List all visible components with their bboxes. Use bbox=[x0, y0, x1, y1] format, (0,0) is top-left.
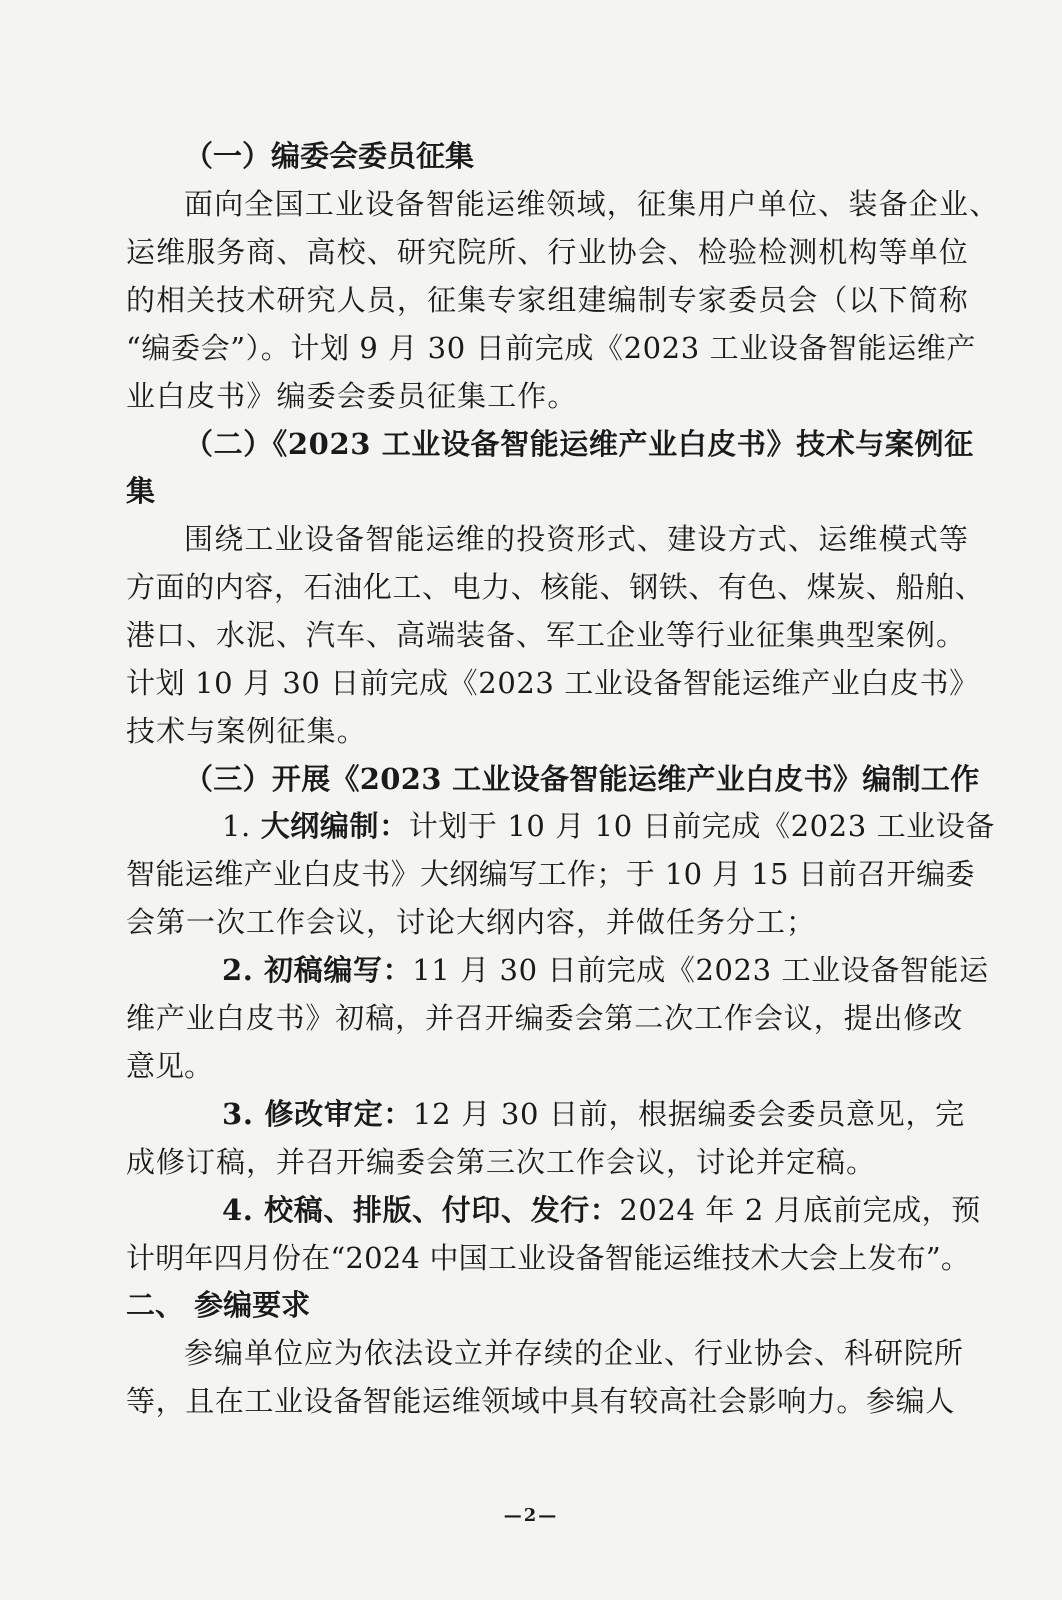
list-item-title: 修改审定： bbox=[264, 1097, 413, 1131]
list-number: 1. bbox=[222, 809, 261, 843]
list-item-draft bbox=[0, 950, 1062, 990]
list-item-review bbox=[0, 1094, 1062, 1134]
paragraph-line: 智能运维产业白皮书》大纲编写工作；于 10 月 15 日前召开编委 bbox=[126, 857, 975, 891]
list-item-outline bbox=[0, 806, 1062, 846]
list-number: 3. bbox=[222, 1097, 265, 1131]
paragraph-line: 技术与案例征集。 bbox=[126, 714, 367, 748]
paragraph-line: 等，且在工业设备智能运维领域中具有较高社会影响力。参编人 bbox=[126, 1384, 955, 1418]
paragraph-line: 业白皮书》编委会委员征集工作。 bbox=[126, 379, 578, 413]
paragraph-line: 会第一次工作会议，讨论大纲内容，并做任务分工； bbox=[126, 905, 817, 939]
list-item-title: 初稿编写： bbox=[264, 953, 413, 987]
paragraph-line: “编委会”）。计划 9 月 30 日前完成《2023 工业设备智能运维产 bbox=[126, 331, 976, 365]
section-heading-2-continued: 集 bbox=[126, 474, 156, 508]
paragraph-line: 的相关技术研究人员，征集专家组建编制专家委员会（以下简称 bbox=[126, 283, 969, 317]
paragraph-line: 计划 10 月 30 日前完成《2023 工业设备智能运维产业白皮书》 bbox=[126, 666, 979, 700]
section-heading-1: （一）编委会委员征集 bbox=[184, 139, 475, 173]
section-heading-requirements: 二、 参编要求 bbox=[126, 1288, 311, 1322]
list-item-text: 12 月 30 日前，根据编委会委员意见，完 bbox=[413, 1097, 965, 1131]
page-number: —2— bbox=[503, 1505, 559, 1526]
list-item-publish bbox=[0, 1190, 1062, 1230]
paragraph-line: 计明年四月份在“2024 中国工业设备智能运维技术大会上发布”。 bbox=[126, 1241, 971, 1275]
section-heading-2: （二）《2023 工业设备智能运维产业白皮书》技术与案例征 bbox=[184, 427, 974, 461]
list-item-title: 校稿、排版、付印、发行： bbox=[264, 1193, 620, 1227]
paragraph-line: 方面的内容，石油化工、电力、核能、钢铁、有色、煤炭、船舶、 bbox=[126, 570, 985, 604]
list-item-title: 大纲编制： bbox=[260, 809, 409, 843]
list-item-text: 计划于 10 月 10 日前完成《2023 工业设备 bbox=[408, 809, 996, 843]
paragraph-line: 成修订稿，并召开编委会第三次工作会议，讨论并定稿。 bbox=[126, 1145, 877, 1179]
list-number: 4. bbox=[222, 1193, 265, 1227]
list-item-text: 2024 年 2 月底前完成，预 bbox=[619, 1193, 981, 1227]
list-number: 2. bbox=[222, 953, 265, 987]
list-item-text: 11 月 30 日前完成《2023 工业设备智能运 bbox=[412, 953, 989, 987]
paragraph-line: 港口、水泥、汽车、高端装备、军工企业等行业征集典型案例。 bbox=[126, 618, 967, 652]
paragraph-line: 维产业白皮书》初稿，并召开编委会第二次工作会议，提出修改 bbox=[126, 1001, 964, 1035]
paragraph-line: 意见。 bbox=[126, 1049, 214, 1083]
section-heading-3: （三）开展《2023 工业设备智能运维产业白皮书》编制工作 bbox=[184, 762, 980, 796]
paragraph-line: 围绕工业设备智能运维的投资形式、建设方式、运维模式等 bbox=[184, 522, 970, 556]
paragraph-line: 运维服务商、高校、研究院所、行业协会、检验检测机构等单位 bbox=[126, 235, 969, 269]
paragraph-line: 参编单位应为依法设立并存续的企业、行业协会、科研院所 bbox=[184, 1336, 965, 1370]
paragraph-line: 面向全国工业设备智能运维领域，征集用户单位、装备企业、 bbox=[184, 187, 1000, 221]
